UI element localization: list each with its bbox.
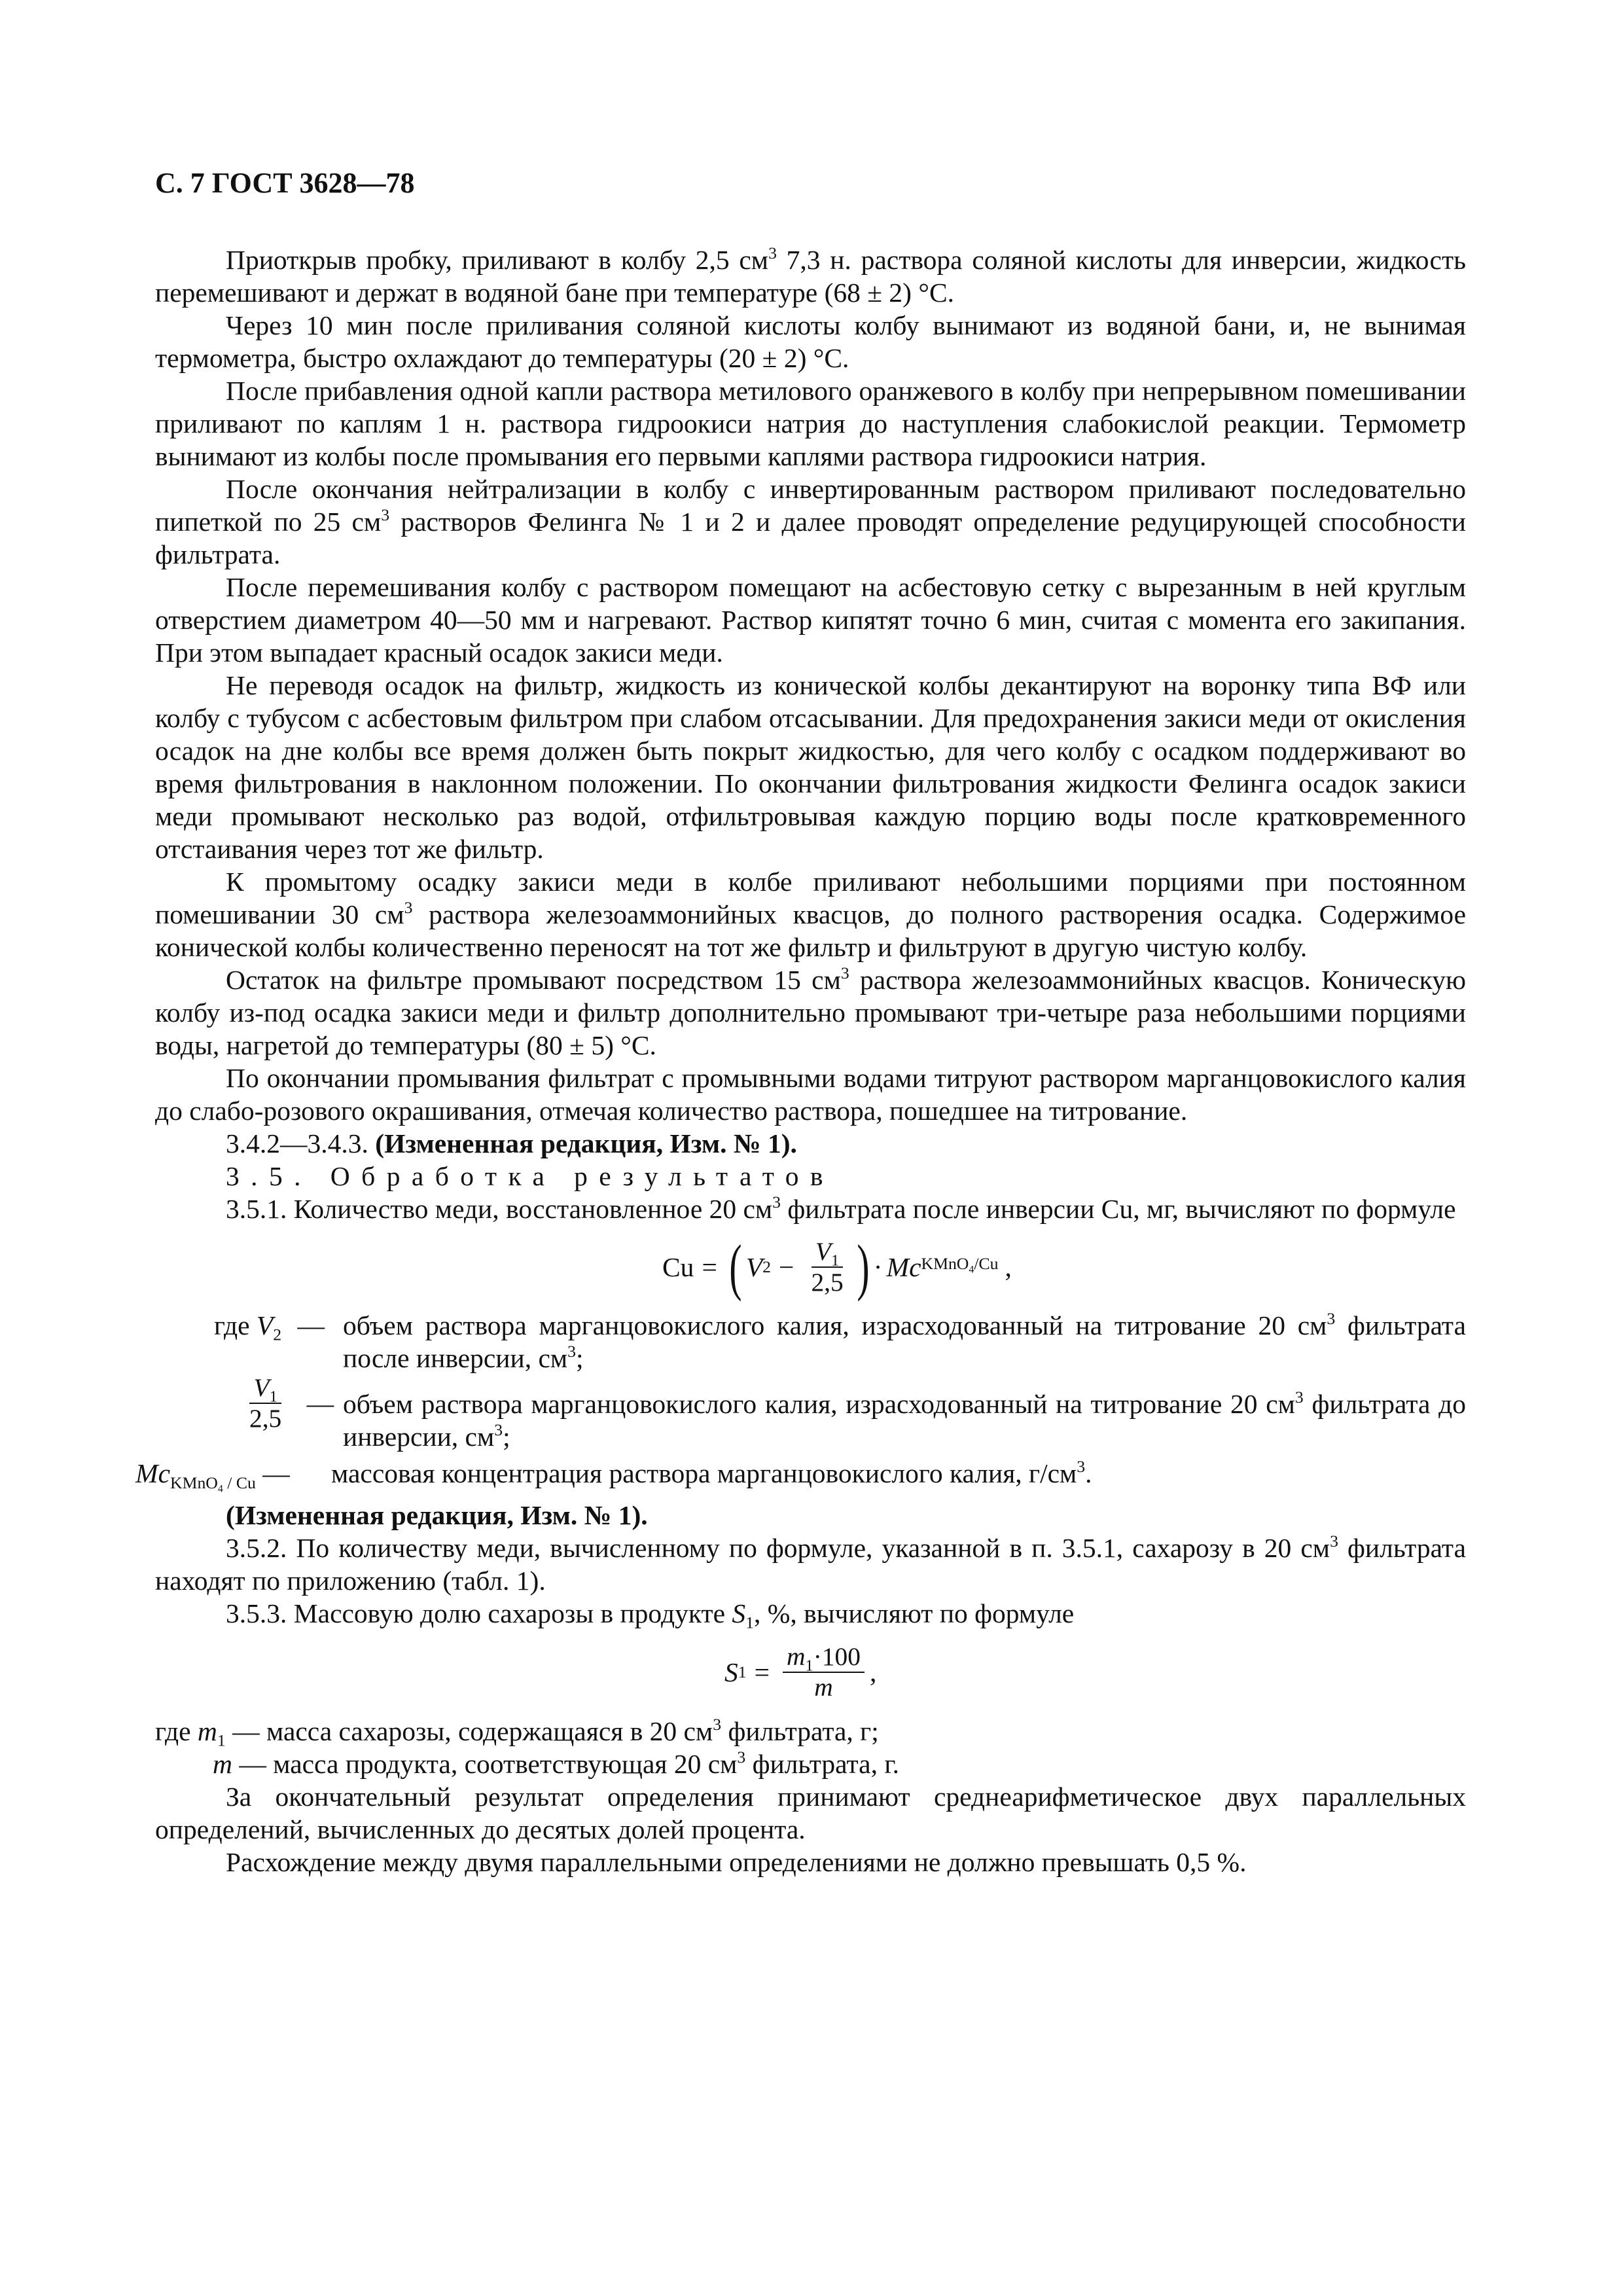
definition-text xyxy=(331,1457,1466,1490)
text: После окончания нейтрализации в колбу с инвертированным раствором приливают последовательно пипеткой по 25 см xyxy=(155,474,1466,537)
text: фильтрата, г; xyxy=(721,1716,879,1746)
text: , %, вычисляют по формуле xyxy=(754,1598,1075,1628)
paragraph: Расхождение между двумя параллельными определениями не должно превышать 0,5 %. xyxy=(226,1847,1247,1877)
text: где xyxy=(155,1716,198,1746)
fraction-numerator xyxy=(783,1643,865,1673)
paragraph: После перемешивания колбу с раствором помещают на асбестовую сетку с вырезанным в ней круглым отверстием диаметром 40—50 мм и нагревают. Раствор кипятят точно 6 мин, считая с момента его закипания. При этом выпадает красный осадок закиси меди. xyxy=(155,572,1466,668)
formula-operator: − xyxy=(779,1252,794,1282)
superscript: 3 xyxy=(381,505,390,525)
text: 3.5.2. По количеству меди, вычисленному по формуле, указанной в п. 3.5.1, сахарозу в 20 см xyxy=(226,1533,1330,1563)
text: растворов Фелинга № 1 и 2 и далее проводят определение редуцирующей способности фильтрата. xyxy=(155,507,1467,569)
formula-variable: S xyxy=(732,1598,746,1628)
text: массовая концентрация раствора марганцовокислого калия, г/см xyxy=(331,1458,1077,1488)
text: где xyxy=(214,1310,250,1340)
dash: — xyxy=(297,1310,325,1340)
subscript-text: KMnO xyxy=(170,1473,218,1492)
formula-s1 xyxy=(155,1630,1466,1715)
subscript-text: /Cu xyxy=(974,1254,999,1274)
text: фильтрата до инверсии, см xyxy=(343,1389,1466,1452)
formula-punctuation: , xyxy=(869,1657,877,1687)
text: раствора железоаммонийных квасцов. Коническую колбу из-под осадка закиси меди и фильтр дополнительно промывают три-четыре раза небольшими порциями воды, нагретой до температуры (80 ± 5) °С. xyxy=(155,965,1466,1060)
text: фильтрата после инверсии Cu, мг, вычисляют по формуле xyxy=(781,1194,1456,1224)
superscript: 3 xyxy=(567,1342,576,1361)
section-title: 3.5. Обработка результатов xyxy=(226,1161,834,1191)
spacer xyxy=(155,1374,1466,1384)
formula-cu xyxy=(155,1225,1466,1309)
formula-variable: S xyxy=(724,1657,738,1687)
subscript: 1 xyxy=(269,1388,277,1406)
paragraph: По окончании промывания фильтрат с промывными водами титруют раствором марганцовокислого калия до слабо-розового окрашивания, отмечая количество раствора, пошедшее на титрование. xyxy=(155,1063,1466,1126)
formula-variable: m xyxy=(213,1749,232,1779)
paragraph xyxy=(155,1193,1466,1225)
section-number: 3.4.2—3.4.3. xyxy=(226,1128,368,1158)
text: раствора железоаммонийных квасцов, до полного растворения осадка. Содержимое конической колбы количественно переносят на тот же фильтр и фильтруют в другую чистую колбу. xyxy=(155,899,1466,962)
superscript: 3 xyxy=(1327,1309,1336,1329)
text: К промытому осадку закиси меди в колбе приливают небольшими порциями при постоянном помешивании 30 см xyxy=(155,867,1466,929)
superscript: 3 xyxy=(768,243,777,263)
text: объем раствора марганцовокислого калия, израсходованный на титрование 20 см xyxy=(343,1310,1327,1340)
paragraph: После прибавления одной капли раствора метилового оранжевого в колбу при непрерывном помешивании приливают по каплям 1 н. раствора гидроокиси натрия до наступления слабокислой реакции. Термометр вынимают из колбы после промывания его первыми каплями раствора гидроокиси натрия. xyxy=(155,376,1466,471)
formula-punctuation: , xyxy=(1005,1252,1012,1282)
formula-operator: = xyxy=(702,1252,717,1282)
paragraph xyxy=(155,1532,1466,1597)
text: объем раствора марганцовокислого калия, израсходованный на титрование 20 см xyxy=(343,1389,1295,1419)
definition-symbol xyxy=(135,1457,290,1495)
text: 7,3 н. раствора соляной кислоты для инверсии, жидкость перемешивают и держат в водяной бане при температуре (68 ± 2) °С. xyxy=(155,245,1467,308)
dash: — xyxy=(262,1458,290,1488)
dash: — xyxy=(306,1388,334,1419)
subscript: 4 xyxy=(969,1264,974,1276)
paragraph: Через 10 мин после приливания соляной кислоты колбу вынимают из водяной бани, и, не вынимая термометра, быстро охлаждают до температуры (20 ± 2) °С. xyxy=(155,310,1466,373)
page-header: С. 7 ГОСТ 3628—78 xyxy=(155,167,415,199)
fraction xyxy=(807,1238,847,1297)
paragraph: Не переводя осадок на фильтр, жидкость из конической колбы декантируют на воронку типа ВФ или колбу с тубусом с асбестовым фильтром при слабом отсасывании. Для предохранения закиси меди от окисления осадок на дне колбы все время должен быть покрыт жидкостью, для чего колбу с осадком поддерживают во время фильтрования в наклонном положении. По окончании фильтрования жидкости Фелинга осадок закиси меди промывают несколько раз водой, отфильтровывая каждую порцию воды после кратковременного отстаивания через тот же фильтр. xyxy=(155,670,1466,864)
subscript-text: KMnO xyxy=(921,1254,969,1274)
superscript: 3 xyxy=(494,1420,503,1440)
paragraph xyxy=(155,865,1466,963)
subscript: 1 xyxy=(805,1656,813,1674)
fraction-denominator: 2,5 xyxy=(249,1404,282,1433)
paragraph xyxy=(155,473,1466,571)
fraction-numerator xyxy=(249,1374,281,1404)
text: . xyxy=(1085,1458,1092,1488)
subscript: 1 xyxy=(831,1251,840,1269)
text: ·100 xyxy=(813,1641,861,1671)
subscript: 1 xyxy=(745,1613,754,1632)
paragraph xyxy=(155,1597,1466,1630)
formula-term: Cu xyxy=(662,1252,694,1282)
definition-v2 xyxy=(155,1309,1466,1374)
formula-variable: V xyxy=(256,1310,274,1340)
subscript xyxy=(170,1473,256,1495)
subscript: 1 xyxy=(217,1731,226,1750)
document-body xyxy=(135,243,1467,1878)
paragraph xyxy=(155,963,1466,1062)
amendment-note: (Измененная редакция, Изм. № 1). xyxy=(375,1128,797,1158)
superscript: 3 xyxy=(404,898,413,918)
formula-s1-expression: S 1 = $\frac{m_1\cdot 100}{m}$ , xyxy=(724,1641,877,1702)
paragraph: За окончательный результат определения принимают среднеарифметическое двух параллельных определений, вычисленных до десятых долей процента. xyxy=(155,1782,1466,1844)
text: фильтрата, г. xyxy=(745,1749,900,1779)
text: фильтрата находят по приложению (табл. 1). xyxy=(155,1533,1466,1596)
subscript xyxy=(921,1254,999,1276)
superscript: 3 xyxy=(840,963,849,983)
superscript: 3 xyxy=(737,1748,746,1767)
fraction xyxy=(783,1643,865,1702)
fraction-denominator: 2,5 xyxy=(811,1268,844,1297)
left-paren: ( xyxy=(729,1232,742,1302)
formula-operator: · xyxy=(873,1252,883,1282)
fraction xyxy=(245,1374,285,1433)
formula-operator: = xyxy=(754,1657,770,1687)
definition-m xyxy=(155,1748,1466,1780)
paragraph xyxy=(155,243,1466,309)
fraction-numerator xyxy=(812,1238,843,1268)
definition-text xyxy=(343,1384,1466,1453)
text: Приоткрыв пробку, приливают в колбу 2,5 см xyxy=(226,245,769,275)
right-paren: ) xyxy=(857,1232,870,1302)
subscript: 4 xyxy=(217,1483,223,1495)
formula-variable: V xyxy=(745,1252,763,1282)
definition-text xyxy=(343,1309,1466,1374)
formula-variable: m xyxy=(197,1716,217,1746)
formula-variable: m xyxy=(787,1641,806,1671)
section-heading xyxy=(155,1160,1466,1193)
definition-symbol xyxy=(214,1309,325,1342)
subscript-text: / Cu xyxy=(223,1473,256,1492)
superscript: 3 xyxy=(713,1715,722,1734)
text: ; xyxy=(575,1343,584,1373)
formula-variable: V xyxy=(253,1373,270,1402)
definition-v1-fraction xyxy=(155,1373,1466,1453)
superscript: 3 xyxy=(772,1193,781,1212)
text: Остаток на фильтре промывают посредством 15 см xyxy=(226,965,841,995)
definition-symbol xyxy=(245,1374,334,1433)
text: 3.5.3. Массовую долю сахарозы в продукте xyxy=(226,1598,732,1628)
text: фильтрата после инверсии, см xyxy=(343,1310,1466,1373)
text: — масса сахарозы, содержащаяся в 20 см xyxy=(225,1716,713,1746)
formula-cu-expression: Cu = ( V 2 − $\frac{V_1}{2,5}$ ) · Mc KMnO$_4$/Cu , xyxy=(662,1232,1012,1302)
formula-variable: Mc xyxy=(886,1252,921,1282)
amendment-line xyxy=(155,1127,1466,1160)
text: — масса продукта, соответствующая 20 см xyxy=(232,1749,738,1779)
fraction-denominator: m xyxy=(814,1673,833,1702)
text: ; xyxy=(503,1422,510,1452)
formula-variable: V xyxy=(815,1236,831,1266)
superscript: 3 xyxy=(1330,1532,1338,1551)
subscript: 2 xyxy=(273,1325,282,1344)
formula-variable: Mc xyxy=(135,1458,170,1488)
definition-m1 xyxy=(155,1715,1466,1748)
text: 3.5.1. Количество меди, восстановленное 20 см xyxy=(226,1194,773,1224)
superscript: 3 xyxy=(1077,1457,1086,1477)
definition-mc xyxy=(135,1457,1466,1495)
amendment-note: (Измененная редакция, Изм. № 1). xyxy=(226,1500,648,1530)
superscript: 3 xyxy=(1294,1388,1304,1407)
